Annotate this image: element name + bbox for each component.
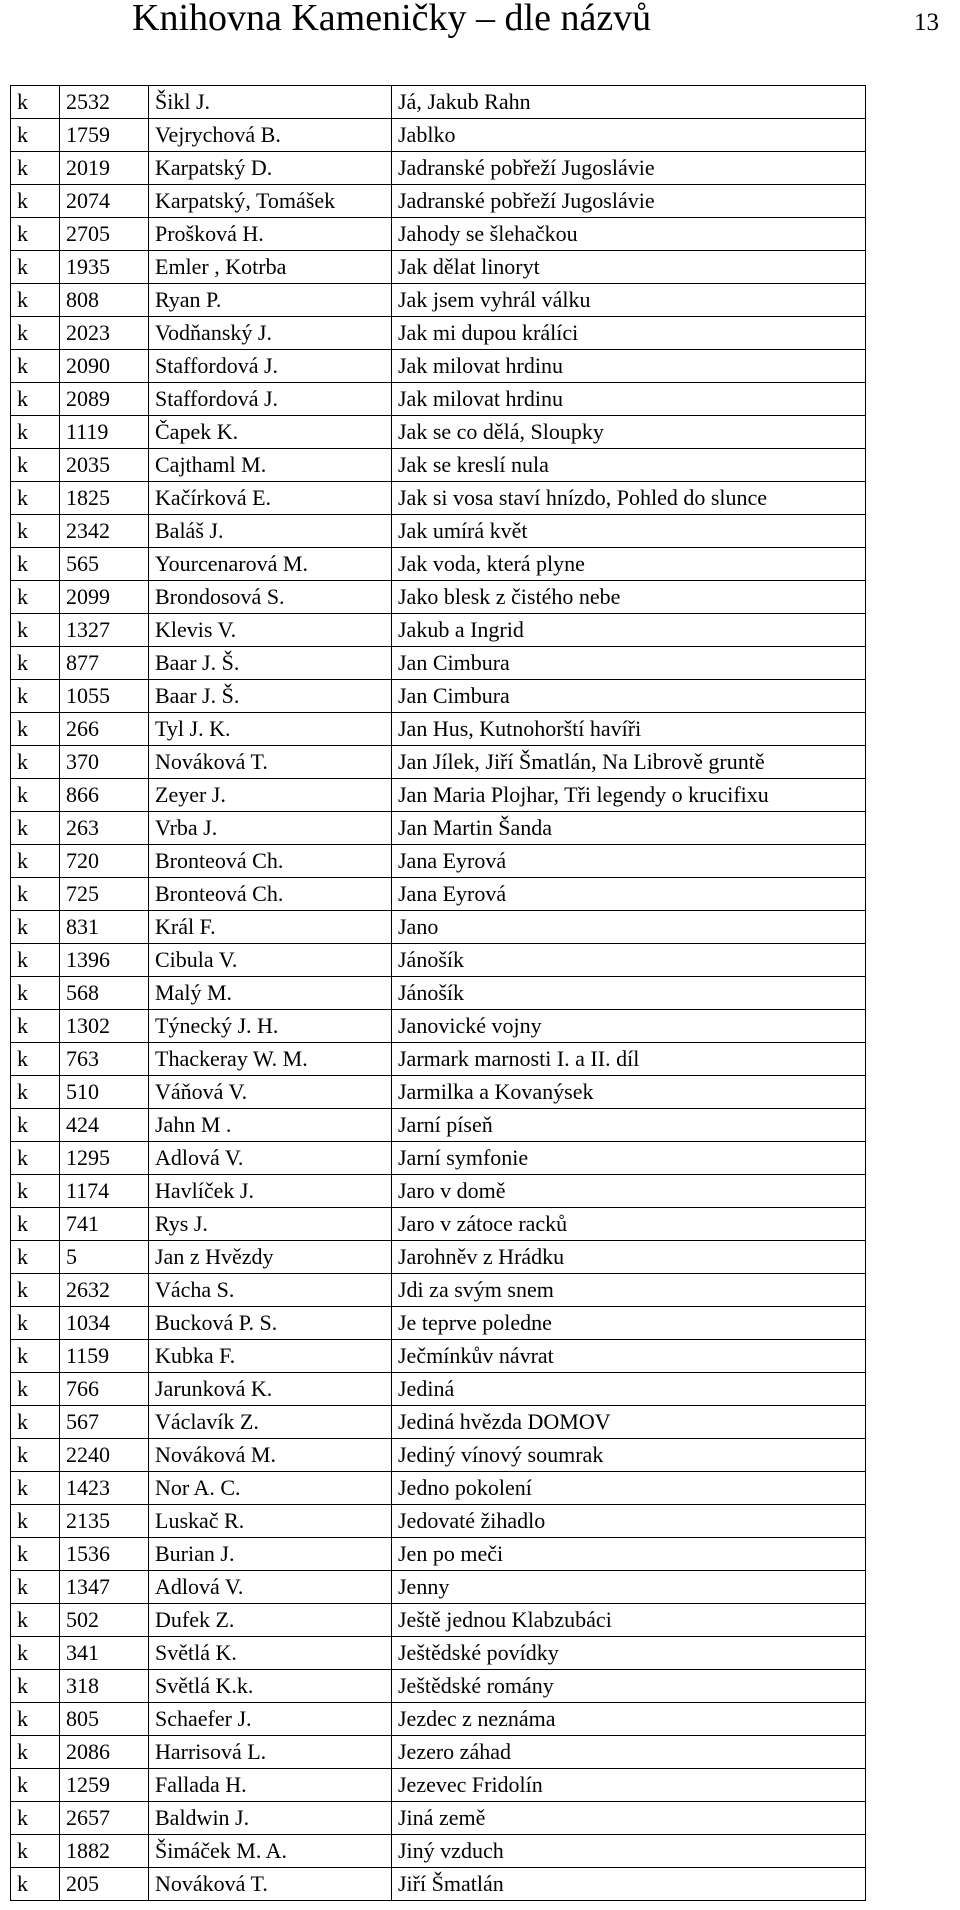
author-cell: Váňová V. bbox=[149, 1076, 392, 1109]
book-type-cell: k bbox=[11, 383, 60, 416]
table-row bbox=[11, 1571, 866, 1604]
table-row bbox=[11, 1835, 866, 1868]
author-cell: Král F. bbox=[149, 911, 392, 944]
book-type-cell: k bbox=[11, 1439, 60, 1472]
book-type-cell: k bbox=[11, 1274, 60, 1307]
table-row bbox=[11, 581, 866, 614]
table-row bbox=[11, 284, 866, 317]
author-cell: Prošková H. bbox=[149, 218, 392, 251]
book-type-cell: k bbox=[11, 185, 60, 218]
table-row bbox=[11, 1868, 866, 1901]
table-row bbox=[11, 449, 866, 482]
page-number: 13 bbox=[914, 9, 939, 36]
book-type-cell: k bbox=[11, 779, 60, 812]
table-row bbox=[11, 1439, 866, 1472]
book-title-cell: Jadranské pobřeží Jugoslávie bbox=[392, 185, 866, 218]
book-title-cell: Jako blesk z čistého nebe bbox=[392, 581, 866, 614]
author-cell: Staffordová J. bbox=[149, 383, 392, 416]
book-type-cell: k bbox=[11, 350, 60, 383]
book-title-cell: Ještě jednou Klabzubáci bbox=[392, 1604, 866, 1637]
catalog-number-cell: 1882 bbox=[60, 1835, 149, 1868]
author-cell: Světlá K.k. bbox=[149, 1670, 392, 1703]
book-type-cell: k bbox=[11, 1769, 60, 1802]
author-cell: Harrisová L. bbox=[149, 1736, 392, 1769]
book-type-cell: k bbox=[11, 1340, 60, 1373]
author-cell: Baar J. Š. bbox=[149, 647, 392, 680]
author-cell: Nováková T. bbox=[149, 746, 392, 779]
catalog-number-cell: 370 bbox=[60, 746, 149, 779]
book-title-cell: Jaro v domě bbox=[392, 1175, 866, 1208]
catalog-number-cell: 1327 bbox=[60, 614, 149, 647]
author-cell: Ryan P. bbox=[149, 284, 392, 317]
table-row bbox=[11, 185, 866, 218]
table-row bbox=[11, 218, 866, 251]
table-row bbox=[11, 350, 866, 383]
author-cell: Bronteová Ch. bbox=[149, 878, 392, 911]
book-title-cell: Jak voda, která plyne bbox=[392, 548, 866, 581]
author-cell: Cibula V. bbox=[149, 944, 392, 977]
table-row bbox=[11, 86, 866, 119]
book-title-cell: Ještědské povídky bbox=[392, 1637, 866, 1670]
catalog-number-cell: 2632 bbox=[60, 1274, 149, 1307]
catalog-number-cell: 725 bbox=[60, 878, 149, 911]
catalog-number-cell: 502 bbox=[60, 1604, 149, 1637]
table-row bbox=[11, 1736, 866, 1769]
author-cell: Jarunková K. bbox=[149, 1373, 392, 1406]
table-row bbox=[11, 1373, 866, 1406]
author-cell: Vodňanský J. bbox=[149, 317, 392, 350]
book-title-cell: Jak umírá květ bbox=[392, 515, 866, 548]
catalog-number-cell: 2342 bbox=[60, 515, 149, 548]
catalog-number-cell: 2135 bbox=[60, 1505, 149, 1538]
author-cell: Luskač R. bbox=[149, 1505, 392, 1538]
table-row bbox=[11, 614, 866, 647]
table-row bbox=[11, 1604, 866, 1637]
table-row bbox=[11, 515, 866, 548]
book-title-cell: Jana Eyrová bbox=[392, 845, 866, 878]
book-type-cell: k bbox=[11, 1604, 60, 1637]
book-title-cell: Já, Jakub Rahn bbox=[392, 86, 866, 119]
book-title-cell: Jak jsem vyhrál válku bbox=[392, 284, 866, 317]
table-row bbox=[11, 119, 866, 152]
book-title-cell: Jak se kreslí nula bbox=[392, 449, 866, 482]
book-type-cell: k bbox=[11, 1835, 60, 1868]
catalog-number-cell: 2074 bbox=[60, 185, 149, 218]
book-title-cell: Jan Martin Šanda bbox=[392, 812, 866, 845]
book-type-cell: k bbox=[11, 86, 60, 119]
author-cell: Václavík Z. bbox=[149, 1406, 392, 1439]
table-row bbox=[11, 1472, 866, 1505]
book-type-cell: k bbox=[11, 515, 60, 548]
author-cell: Vrba J. bbox=[149, 812, 392, 845]
author-cell: Baar J. Š. bbox=[149, 680, 392, 713]
catalog-number-cell: 5 bbox=[60, 1241, 149, 1274]
table-row bbox=[11, 383, 866, 416]
book-type-cell: k bbox=[11, 1406, 60, 1439]
book-type-cell: k bbox=[11, 1043, 60, 1076]
author-cell: Baláš J. bbox=[149, 515, 392, 548]
catalog-number-cell: 2035 bbox=[60, 449, 149, 482]
catalog-number-cell: 2099 bbox=[60, 581, 149, 614]
table-row bbox=[11, 746, 866, 779]
catalog-number-cell: 510 bbox=[60, 1076, 149, 1109]
book-type-cell: k bbox=[11, 1670, 60, 1703]
book-title-cell: Jezdec z neznáma bbox=[392, 1703, 866, 1736]
catalog-number-cell: 266 bbox=[60, 713, 149, 746]
book-title-cell: Jaro v zátoce racků bbox=[392, 1208, 866, 1241]
book-type-cell: k bbox=[11, 1307, 60, 1340]
book-title-cell: Jarohněv z Hrádku bbox=[392, 1241, 866, 1274]
author-cell: Klevis V. bbox=[149, 614, 392, 647]
book-title-cell: Jan Jílek, Jiří Šmatlán, Na Librově gruntě bbox=[392, 746, 866, 779]
page-header bbox=[0, 0, 960, 60]
book-title-cell: Jiný vzduch bbox=[392, 1835, 866, 1868]
book-type-cell: k bbox=[11, 1736, 60, 1769]
book-title-cell: Jezero záhad bbox=[392, 1736, 866, 1769]
book-title-cell: Jediná hvězda DOMOV bbox=[392, 1406, 866, 1439]
catalog-number-cell: 1347 bbox=[60, 1571, 149, 1604]
book-type-cell: k bbox=[11, 1505, 60, 1538]
book-type-cell: k bbox=[11, 581, 60, 614]
author-cell: Yourcenarová M. bbox=[149, 548, 392, 581]
book-type-cell: k bbox=[11, 812, 60, 845]
book-title-cell: Jarmilka a Kovanýsek bbox=[392, 1076, 866, 1109]
book-title-cell: Jak dělat linoryt bbox=[392, 251, 866, 284]
book-type-cell: k bbox=[11, 1703, 60, 1736]
book-type-cell: k bbox=[11, 284, 60, 317]
book-type-cell: k bbox=[11, 1076, 60, 1109]
book-title-cell: Jano bbox=[392, 911, 866, 944]
book-type-cell: k bbox=[11, 977, 60, 1010]
book-title-cell: Jak se co dělá, Sloupky bbox=[392, 416, 866, 449]
catalog-number-cell: 1759 bbox=[60, 119, 149, 152]
book-title-cell: Jablko bbox=[392, 119, 866, 152]
book-title-cell: Janovické vojny bbox=[392, 1010, 866, 1043]
book-title-cell: Jedno pokolení bbox=[392, 1472, 866, 1505]
catalog-number-cell: 568 bbox=[60, 977, 149, 1010]
author-cell: Rys J. bbox=[149, 1208, 392, 1241]
author-cell: Karpatský D. bbox=[149, 152, 392, 185]
book-type-cell: k bbox=[11, 416, 60, 449]
book-type-cell: k bbox=[11, 680, 60, 713]
book-title-cell: Jan Maria Plojhar, Tři legendy o krucifixu bbox=[392, 779, 866, 812]
book-type-cell: k bbox=[11, 878, 60, 911]
author-cell: Kubka F. bbox=[149, 1340, 392, 1373]
author-cell: Nováková T. bbox=[149, 1868, 392, 1901]
table-row bbox=[11, 1307, 866, 1340]
catalog-number-cell: 567 bbox=[60, 1406, 149, 1439]
catalog-number-cell: 808 bbox=[60, 284, 149, 317]
table-row bbox=[11, 1043, 866, 1076]
book-title-cell: Jdi za svým snem bbox=[392, 1274, 866, 1307]
book-title-cell: Jánošík bbox=[392, 977, 866, 1010]
table-row bbox=[11, 1505, 866, 1538]
catalog-number-cell: 1119 bbox=[60, 416, 149, 449]
book-title-cell: Jiná země bbox=[392, 1802, 866, 1835]
table-row bbox=[11, 713, 866, 746]
catalog-number-cell: 831 bbox=[60, 911, 149, 944]
book-title-cell: Jak mi dupou králíci bbox=[392, 317, 866, 350]
author-cell: Týnecký J. H. bbox=[149, 1010, 392, 1043]
catalog-number-cell: 877 bbox=[60, 647, 149, 680]
table-row bbox=[11, 1340, 866, 1373]
table-row bbox=[11, 1670, 866, 1703]
page-title: Knihovna Kameničky – dle názvů bbox=[132, 0, 652, 39]
catalog-number-cell: 1055 bbox=[60, 680, 149, 713]
book-type-cell: k bbox=[11, 1010, 60, 1043]
catalog-number-cell: 318 bbox=[60, 1670, 149, 1703]
book-title-cell: Jen po meči bbox=[392, 1538, 866, 1571]
book-title-cell: Jadranské pobřeží Jugoslávie bbox=[392, 152, 866, 185]
author-cell: Jahn M . bbox=[149, 1109, 392, 1142]
book-title-cell: Jakub a Ingrid bbox=[392, 614, 866, 647]
book-title-cell: Jarní symfonie bbox=[392, 1142, 866, 1175]
catalog-number-cell: 565 bbox=[60, 548, 149, 581]
author-cell: Malý M. bbox=[149, 977, 392, 1010]
table-row bbox=[11, 1538, 866, 1571]
catalog-number-cell: 763 bbox=[60, 1043, 149, 1076]
catalog-number-cell: 1174 bbox=[60, 1175, 149, 1208]
book-type-cell: k bbox=[11, 1373, 60, 1406]
table-row bbox=[11, 779, 866, 812]
catalog-body bbox=[11, 86, 866, 1901]
book-title-cell: Jan Cimbura bbox=[392, 680, 866, 713]
author-cell: Adlová V. bbox=[149, 1571, 392, 1604]
author-cell: Thackeray W. M. bbox=[149, 1043, 392, 1076]
book-type-cell: k bbox=[11, 152, 60, 185]
table-row bbox=[11, 1769, 866, 1802]
author-cell: Světlá K. bbox=[149, 1637, 392, 1670]
catalog-number-cell: 1536 bbox=[60, 1538, 149, 1571]
table-row bbox=[11, 845, 866, 878]
book-type-cell: k bbox=[11, 713, 60, 746]
author-cell: Kačírková E. bbox=[149, 482, 392, 515]
book-type-cell: k bbox=[11, 1175, 60, 1208]
book-title-cell: Jana Eyrová bbox=[392, 878, 866, 911]
author-cell: Jan z Hvězdy bbox=[149, 1241, 392, 1274]
book-title-cell: Jezevec Fridolín bbox=[392, 1769, 866, 1802]
table-row bbox=[11, 977, 866, 1010]
catalog-number-cell: 741 bbox=[60, 1208, 149, 1241]
table-row bbox=[11, 1175, 866, 1208]
table-row bbox=[11, 416, 866, 449]
catalog-number-cell: 1935 bbox=[60, 251, 149, 284]
book-title-cell: Jak milovat hrdinu bbox=[392, 383, 866, 416]
table-row bbox=[11, 1274, 866, 1307]
catalog-number-cell: 2240 bbox=[60, 1439, 149, 1472]
catalog-number-cell: 1396 bbox=[60, 944, 149, 977]
author-cell: Vácha S. bbox=[149, 1274, 392, 1307]
table-row bbox=[11, 1703, 866, 1736]
catalog-number-cell: 805 bbox=[60, 1703, 149, 1736]
book-type-cell: k bbox=[11, 449, 60, 482]
author-cell: Schaefer J. bbox=[149, 1703, 392, 1736]
author-cell: Fallada H. bbox=[149, 1769, 392, 1802]
book-type-cell: k bbox=[11, 1142, 60, 1175]
table-row bbox=[11, 647, 866, 680]
book-type-cell: k bbox=[11, 317, 60, 350]
table-row bbox=[11, 317, 866, 350]
table-row bbox=[11, 944, 866, 977]
catalog-number-cell: 1302 bbox=[60, 1010, 149, 1043]
author-cell: Bronteová Ch. bbox=[149, 845, 392, 878]
book-title-cell: Je teprve poledne bbox=[392, 1307, 866, 1340]
catalog-number-cell: 2090 bbox=[60, 350, 149, 383]
catalog-number-cell: 1259 bbox=[60, 1769, 149, 1802]
book-type-cell: k bbox=[11, 218, 60, 251]
catalog-number-cell: 2657 bbox=[60, 1802, 149, 1835]
book-type-cell: k bbox=[11, 614, 60, 647]
catalog-number-cell: 766 bbox=[60, 1373, 149, 1406]
book-title-cell: Jak milovat hrdinu bbox=[392, 350, 866, 383]
catalog-number-cell: 2086 bbox=[60, 1736, 149, 1769]
author-cell: Baldwin J. bbox=[149, 1802, 392, 1835]
catalog-number-cell: 2705 bbox=[60, 218, 149, 251]
book-type-cell: k bbox=[11, 944, 60, 977]
table-row bbox=[11, 152, 866, 185]
table-row bbox=[11, 482, 866, 515]
table-row bbox=[11, 548, 866, 581]
table-row bbox=[11, 1406, 866, 1439]
author-cell: Havlíček J. bbox=[149, 1175, 392, 1208]
table-row bbox=[11, 812, 866, 845]
author-cell: Burian J. bbox=[149, 1538, 392, 1571]
book-type-cell: k bbox=[11, 1637, 60, 1670]
author-cell: Šikl J. bbox=[149, 86, 392, 119]
book-title-cell: Jarní píseň bbox=[392, 1109, 866, 1142]
book-title-cell: Jahody se šlehačkou bbox=[392, 218, 866, 251]
book-type-cell: k bbox=[11, 482, 60, 515]
catalog-number-cell: 1423 bbox=[60, 1472, 149, 1505]
author-cell: Adlová V. bbox=[149, 1142, 392, 1175]
catalog-number-cell: 866 bbox=[60, 779, 149, 812]
table-row bbox=[11, 1109, 866, 1142]
book-type-cell: k bbox=[11, 251, 60, 284]
table-row bbox=[11, 911, 866, 944]
book-type-cell: k bbox=[11, 845, 60, 878]
catalog-number-cell: 2019 bbox=[60, 152, 149, 185]
author-cell: Nor A. C. bbox=[149, 1472, 392, 1505]
author-cell: Karpatský, Tomášek bbox=[149, 185, 392, 218]
book-type-cell: k bbox=[11, 1538, 60, 1571]
book-title-cell: Jarmark marnosti I. a II. díl bbox=[392, 1043, 866, 1076]
catalog-number-cell: 1295 bbox=[60, 1142, 149, 1175]
book-title-cell: Jánošík bbox=[392, 944, 866, 977]
book-type-cell: k bbox=[11, 1868, 60, 1901]
author-cell: Brondosová S. bbox=[149, 581, 392, 614]
author-cell: Emler , Kotrba bbox=[149, 251, 392, 284]
table-row bbox=[11, 1802, 866, 1835]
catalog-number-cell: 341 bbox=[60, 1637, 149, 1670]
book-type-cell: k bbox=[11, 911, 60, 944]
table-row bbox=[11, 251, 866, 284]
catalog-number-cell: 720 bbox=[60, 845, 149, 878]
book-title-cell: Jediný vínový soumrak bbox=[392, 1439, 866, 1472]
author-cell: Cajthaml M. bbox=[149, 449, 392, 482]
table-row bbox=[11, 1142, 866, 1175]
author-cell: Bucková P. S. bbox=[149, 1307, 392, 1340]
catalog-number-cell: 424 bbox=[60, 1109, 149, 1142]
catalog-number-cell: 263 bbox=[60, 812, 149, 845]
book-title-cell: Jan Hus, Kutnohorští havíři bbox=[392, 713, 866, 746]
book-type-cell: k bbox=[11, 1109, 60, 1142]
book-title-cell: Ještědské romány bbox=[392, 1670, 866, 1703]
book-type-cell: k bbox=[11, 1472, 60, 1505]
catalog-number-cell: 1159 bbox=[60, 1340, 149, 1373]
author-cell: Zeyer J. bbox=[149, 779, 392, 812]
book-type-cell: k bbox=[11, 1571, 60, 1604]
table-row bbox=[11, 1241, 866, 1274]
author-cell: Tyl J. K. bbox=[149, 713, 392, 746]
book-type-cell: k bbox=[11, 1802, 60, 1835]
catalog-number-cell: 2532 bbox=[60, 86, 149, 119]
book-type-cell: k bbox=[11, 647, 60, 680]
table-row bbox=[11, 680, 866, 713]
book-title-cell: Jenny bbox=[392, 1571, 866, 1604]
author-cell: Dufek Z. bbox=[149, 1604, 392, 1637]
book-title-cell: Jediná bbox=[392, 1373, 866, 1406]
book-title-cell: Jan Cimbura bbox=[392, 647, 866, 680]
catalog-number-cell: 1825 bbox=[60, 482, 149, 515]
catalog-number-cell: 205 bbox=[60, 1868, 149, 1901]
book-type-cell: k bbox=[11, 1241, 60, 1274]
book-title-cell: Jedovaté žihadlo bbox=[392, 1505, 866, 1538]
book-title-cell: Jiří Šmatlán bbox=[392, 1868, 866, 1901]
catalog-number-cell: 2023 bbox=[60, 317, 149, 350]
catalog-table bbox=[10, 85, 866, 1901]
table-row bbox=[11, 1637, 866, 1670]
table-row bbox=[11, 1010, 866, 1043]
catalog-number-cell: 1034 bbox=[60, 1307, 149, 1340]
book-type-cell: k bbox=[11, 119, 60, 152]
book-type-cell: k bbox=[11, 746, 60, 779]
author-cell: Šimáček M. A. bbox=[149, 1835, 392, 1868]
author-cell: Nováková M. bbox=[149, 1439, 392, 1472]
table-row bbox=[11, 1076, 866, 1109]
book-type-cell: k bbox=[11, 548, 60, 581]
author-cell: Vejrychová B. bbox=[149, 119, 392, 152]
catalog-number-cell: 2089 bbox=[60, 383, 149, 416]
book-title-cell: Jak si vosa staví hnízdo, Pohled do slunce bbox=[392, 482, 866, 515]
table-row bbox=[11, 878, 866, 911]
table-row bbox=[11, 1208, 866, 1241]
author-cell: Staffordová J. bbox=[149, 350, 392, 383]
author-cell: Čapek K. bbox=[149, 416, 392, 449]
book-type-cell: k bbox=[11, 1208, 60, 1241]
book-title-cell: Ječmínkův návrat bbox=[392, 1340, 866, 1373]
